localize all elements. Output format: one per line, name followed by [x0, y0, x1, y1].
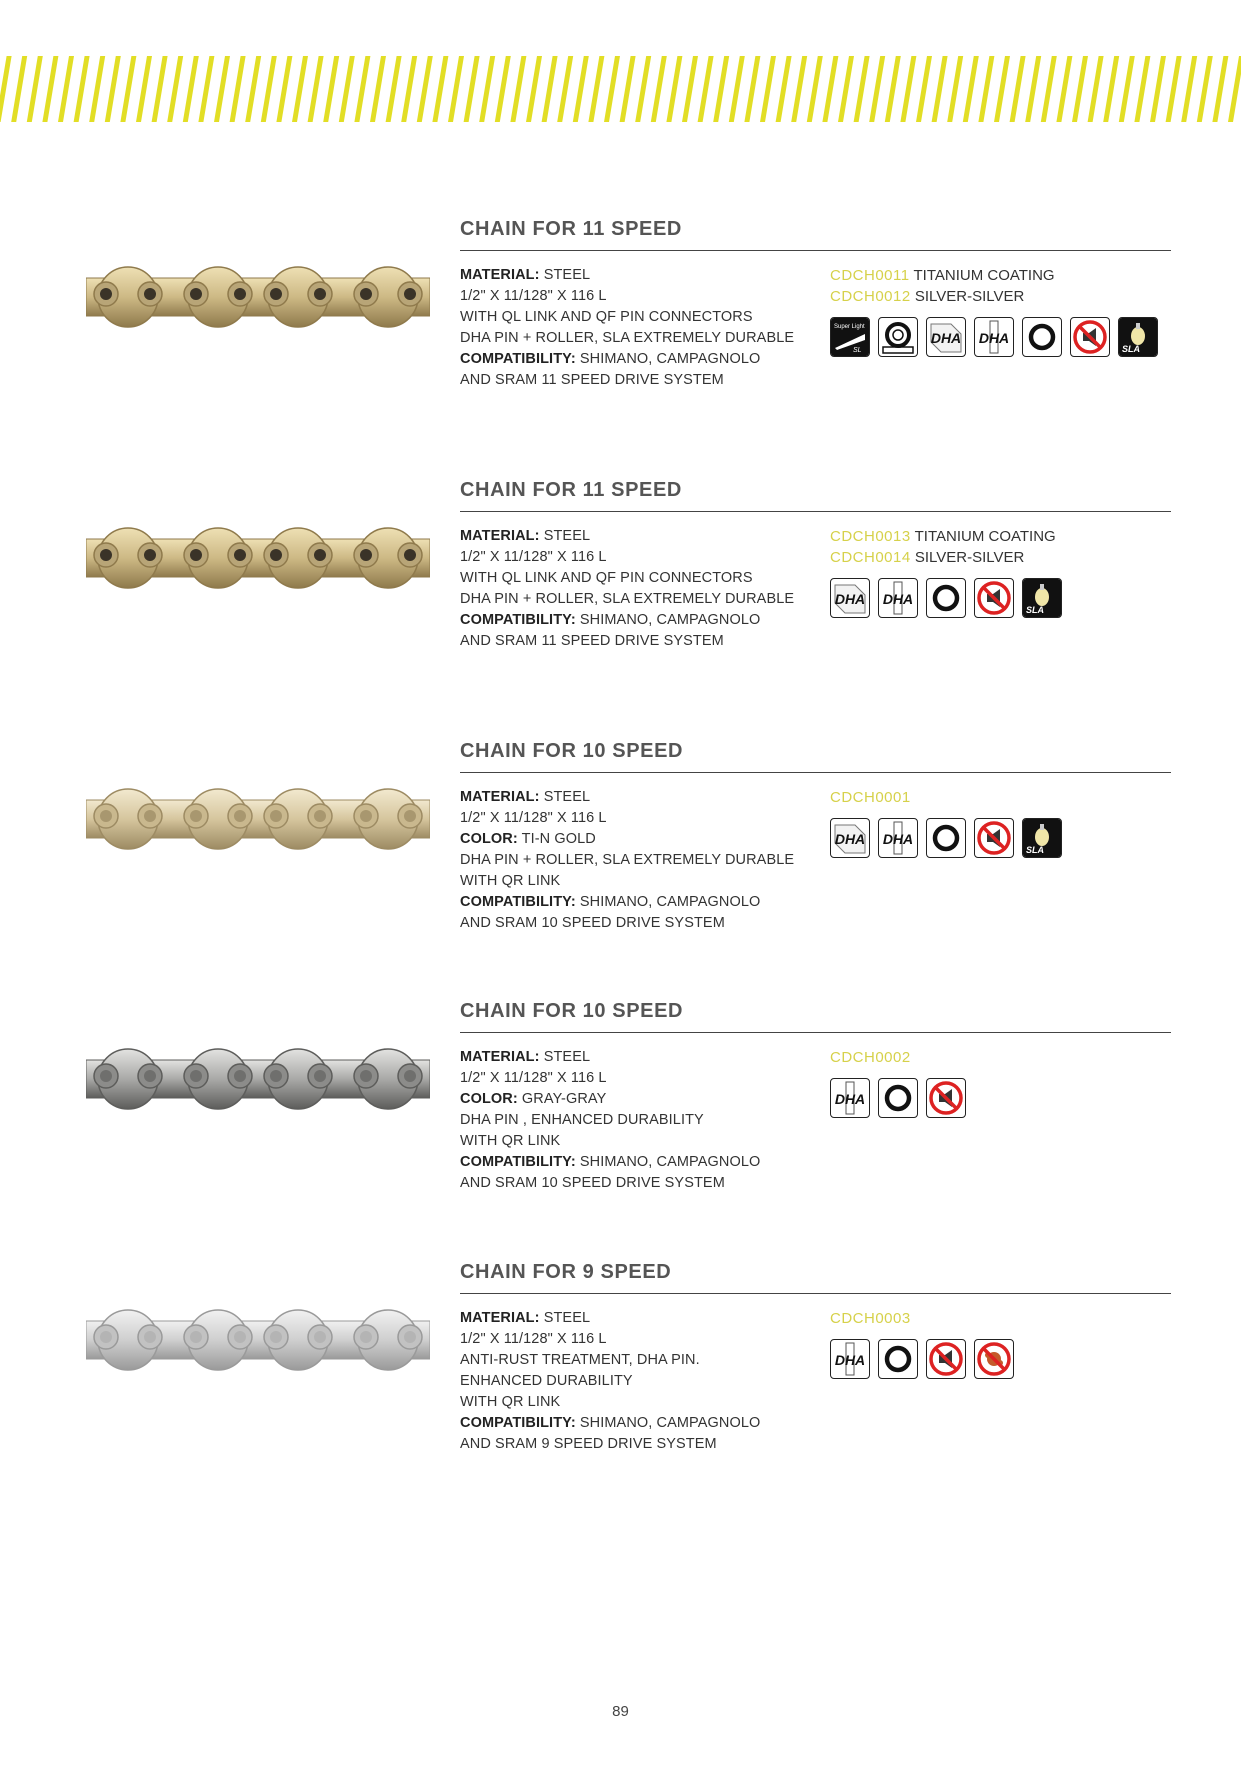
stripe — [417, 56, 433, 122]
spec-text: SHIMANO, CAMPAGNOLO — [575, 1154, 761, 1170]
stripe — [1103, 56, 1119, 122]
spec-line — [460, 1434, 800, 1455]
spec-list — [460, 787, 800, 934]
code-line — [830, 1308, 1190, 1329]
spec-text: AND SRAM 11 SPEED DRIVE SYSTEM — [460, 633, 724, 649]
stripe — [666, 56, 682, 122]
product-code: CDCH0013 — [830, 528, 911, 545]
product-title: CHAIN FOR 11 SPEED — [460, 218, 682, 240]
stripe — [573, 56, 589, 122]
stripe — [1041, 56, 1057, 122]
spec-list — [460, 526, 800, 652]
no-noise-icon — [974, 578, 1014, 618]
stripe — [557, 56, 573, 122]
spec-text: WITH QR LINK — [460, 873, 561, 889]
spec-line — [460, 808, 800, 829]
svg-text:DHA: DHA — [834, 831, 866, 847]
product-title: CHAIN FOR 9 SPEED — [460, 1261, 672, 1283]
spec-line — [460, 1308, 800, 1329]
spec-text: AND SRAM 10 SPEED DRIVE SYSTEM — [460, 1175, 725, 1191]
spec-line — [460, 1047, 800, 1068]
title-divider — [460, 772, 1171, 773]
feature-icons — [830, 1078, 966, 1122]
stripe — [495, 56, 511, 122]
stripe — [651, 56, 667, 122]
stripe — [542, 56, 558, 122]
spec-text: ENHANCED DURABILITY — [460, 1373, 633, 1389]
product-section — [0, 1000, 1241, 1230]
sla-icon — [1118, 317, 1158, 357]
stripe — [932, 56, 948, 122]
spec-text: WITH QL LINK AND QF PIN CONNECTORS — [460, 309, 753, 325]
spec-text: SHIMANO, CAMPAGNOLO — [575, 612, 761, 628]
product-codes — [830, 526, 1190, 568]
stripe — [1010, 56, 1026, 122]
spec-list — [460, 265, 800, 391]
stripe — [947, 56, 963, 122]
stripe — [604, 56, 620, 122]
product-variant: TITANIUM COATING — [914, 528, 1056, 545]
svg-text:DHA: DHA — [882, 831, 914, 847]
stripe — [261, 56, 277, 122]
spec-label: COMPATIBILITY: — [460, 894, 576, 910]
super-light-icon — [830, 317, 870, 357]
stripe — [588, 56, 604, 122]
dha-icon — [830, 578, 870, 618]
spec-text: SHIMANO, CAMPAGNOLO — [575, 351, 761, 367]
spec-line — [460, 1173, 800, 1194]
stripe — [1212, 56, 1228, 122]
spec-line — [460, 328, 800, 349]
spec-line — [460, 286, 800, 307]
code-line — [830, 265, 1190, 286]
spec-text: DHA PIN + ROLLER, SLA EXTREMELY DURABLE — [460, 330, 795, 346]
product-title: CHAIN FOR 10 SPEED — [460, 740, 684, 762]
feature-icons — [830, 578, 1062, 622]
stripe — [0, 56, 12, 122]
spec-label: COLOR: — [460, 831, 518, 847]
spec-text: 1/2" X 11/128" X 116 L — [460, 810, 607, 826]
title-divider — [460, 1293, 1171, 1294]
svg-text:DHA: DHA — [930, 330, 962, 346]
svg-text:SLA: SLA — [1026, 605, 1044, 615]
product-codes — [830, 787, 1190, 808]
bushingless-icon — [878, 317, 918, 357]
spec-line — [460, 610, 800, 631]
spec-text: STEEL — [539, 528, 591, 544]
stripe — [854, 56, 870, 122]
stripe — [42, 56, 58, 122]
svg-text:Super Light: Super Light — [834, 324, 865, 330]
svg-text:SLA: SLA — [1122, 344, 1140, 354]
stripe — [807, 56, 823, 122]
spec-line — [460, 631, 800, 652]
product-codes — [830, 1308, 1190, 1329]
product-variant: SILVER-SILVER — [914, 549, 1025, 566]
spec-line — [460, 1131, 800, 1152]
spec-text: WITH QR LINK — [460, 1133, 561, 1149]
spec-label: COMPATIBILITY: — [460, 1154, 576, 1170]
stripe — [620, 56, 636, 122]
stripe — [27, 56, 43, 122]
spec-text: ANTI-RUST TREATMENT, DHA PIN. — [460, 1352, 700, 1368]
stripe — [885, 56, 901, 122]
spec-line — [460, 1371, 800, 1392]
spec-line — [460, 370, 800, 391]
no-noise-icon — [926, 1078, 966, 1118]
spec-line — [460, 568, 800, 589]
stripe — [526, 56, 542, 122]
stripe — [1134, 56, 1150, 122]
stripe — [1119, 56, 1135, 122]
spec-text: AND SRAM 10 SPEED DRIVE SYSTEM — [460, 915, 725, 931]
stripe — [838, 56, 854, 122]
ring-icon — [1022, 317, 1062, 357]
ring-icon — [926, 818, 966, 858]
no-noise-icon — [926, 1339, 966, 1379]
spec-text: STEEL — [539, 267, 591, 283]
stripe — [386, 56, 402, 122]
stripe — [1166, 56, 1182, 122]
dha-pin-icon — [878, 578, 918, 618]
spec-label: MATERIAL: — [460, 267, 540, 283]
stripe — [432, 56, 448, 122]
stripe — [682, 56, 698, 122]
code-line — [830, 526, 1190, 547]
title-divider — [460, 511, 1171, 512]
stripe — [1150, 56, 1166, 122]
stripe — [167, 56, 183, 122]
spec-line — [460, 349, 800, 370]
stripe — [214, 56, 230, 122]
code-line — [830, 286, 1190, 307]
sla-icon — [1022, 578, 1062, 618]
stripe — [58, 56, 74, 122]
spec-list — [460, 1047, 800, 1194]
stripe — [276, 56, 292, 122]
stripe — [152, 56, 168, 122]
no-noise-icon — [974, 818, 1014, 858]
product-variant: TITANIUM COATING — [913, 267, 1055, 284]
stripe — [1197, 56, 1213, 122]
stripe — [401, 56, 417, 122]
spec-text: SHIMANO, CAMPAGNOLO — [575, 894, 761, 910]
spec-line — [460, 1392, 800, 1413]
stripe — [1025, 56, 1041, 122]
svg-text:SLA: SLA — [1026, 845, 1044, 855]
stripe — [900, 56, 916, 122]
product-code: CDCH0012 — [830, 288, 911, 305]
stripe — [89, 56, 105, 122]
product-title: CHAIN FOR 10 SPEED — [460, 1000, 684, 1022]
spec-text: 1/2" X 11/128" X 116 L — [460, 549, 607, 565]
stripe — [292, 56, 308, 122]
spec-text: AND SRAM 11 SPEED DRIVE SYSTEM — [460, 372, 724, 388]
spec-line — [460, 829, 800, 850]
svg-text:SL: SL — [853, 347, 862, 354]
spec-text: GRAY-GRAY — [517, 1091, 607, 1107]
spec-line — [460, 547, 800, 568]
chain-image — [86, 782, 430, 856]
spec-line — [460, 589, 800, 610]
stripe — [744, 56, 760, 122]
spec-line — [460, 913, 800, 934]
feature-icons — [830, 317, 1158, 361]
stripe — [105, 56, 121, 122]
spec-line — [460, 1068, 800, 1089]
spec-label: MATERIAL: — [460, 528, 540, 544]
stripe — [510, 56, 526, 122]
spec-text: 1/2" X 11/128" X 116 L — [460, 288, 607, 304]
product-code: CDCH0001 — [830, 789, 911, 806]
stripe — [635, 56, 651, 122]
spec-line — [460, 850, 800, 871]
stripe — [354, 56, 370, 122]
spec-label: MATERIAL: — [460, 1049, 540, 1065]
spec-line — [460, 1152, 800, 1173]
dha-icon — [830, 818, 870, 858]
no-rust-icon — [974, 1339, 1014, 1379]
feature-icons — [830, 818, 1062, 862]
spec-label: COMPATIBILITY: — [460, 1415, 576, 1431]
stripe — [994, 56, 1010, 122]
spec-text: WITH QL LINK AND QF PIN CONNECTORS — [460, 570, 753, 586]
chain-image — [86, 1303, 430, 1377]
title-divider — [460, 250, 1171, 251]
sla-icon — [1022, 818, 1062, 858]
stripe — [869, 56, 885, 122]
stripe — [1072, 56, 1088, 122]
spec-label: MATERIAL: — [460, 1310, 540, 1326]
feature-icons — [830, 1339, 1014, 1383]
page-number: 89 — [612, 1703, 629, 1720]
product-code: CDCH0002 — [830, 1049, 911, 1066]
spec-text: SHIMANO, CAMPAGNOLO — [575, 1415, 761, 1431]
product-codes — [830, 1047, 1190, 1068]
svg-text:DHA: DHA — [978, 330, 1010, 346]
stripe — [916, 56, 932, 122]
code-line — [830, 547, 1190, 568]
product-code: CDCH0014 — [830, 549, 911, 566]
spec-text: TI-N GOLD — [517, 831, 596, 847]
stripe — [74, 56, 90, 122]
ring-icon — [878, 1078, 918, 1118]
spec-text: AND SRAM 9 SPEED DRIVE SYSTEM — [460, 1436, 717, 1452]
stripe — [822, 56, 838, 122]
product-variant: SILVER-SILVER — [914, 288, 1025, 305]
product-section — [0, 218, 1241, 448]
stripe — [308, 56, 324, 122]
spec-line — [460, 871, 800, 892]
spec-label: MATERIAL: — [460, 789, 540, 805]
stripe — [1181, 56, 1197, 122]
stripe — [245, 56, 261, 122]
stripe — [136, 56, 152, 122]
product-section — [0, 740, 1241, 970]
spec-text: DHA PIN + ROLLER, SLA EXTREMELY DURABLE — [460, 852, 795, 868]
spec-text: DHA PIN + ROLLER, SLA EXTREMELY DURABLE — [460, 591, 795, 607]
spec-text: 1/2" X 11/128" X 116 L — [460, 1331, 607, 1347]
stripe — [776, 56, 792, 122]
stripe — [729, 56, 745, 122]
stripe — [1088, 56, 1104, 122]
spec-line — [460, 265, 800, 286]
spec-list — [460, 1308, 800, 1455]
product-code: CDCH0003 — [830, 1310, 911, 1327]
spec-label: COMPATIBILITY: — [460, 612, 576, 628]
code-line — [830, 787, 1190, 808]
dha-pin-icon — [830, 1078, 870, 1118]
svg-text:DHA: DHA — [834, 591, 866, 607]
product-section — [0, 479, 1241, 709]
spec-line — [460, 1089, 800, 1110]
spec-line — [460, 1350, 800, 1371]
stripe — [448, 56, 464, 122]
chain-image — [86, 260, 430, 334]
stripe — [1228, 56, 1241, 122]
stripe — [339, 56, 355, 122]
product-code: CDCH0011 — [830, 267, 910, 284]
spec-text: STEEL — [539, 789, 591, 805]
product-codes — [830, 265, 1190, 307]
spec-text: STEEL — [539, 1049, 591, 1065]
stripe — [1056, 56, 1072, 122]
spec-line — [460, 1329, 800, 1350]
stripe — [323, 56, 339, 122]
stripe — [760, 56, 776, 122]
chain-image — [86, 521, 430, 595]
stripe — [370, 56, 386, 122]
spec-text: DHA PIN , ENHANCED DURABILITY — [460, 1112, 704, 1128]
stripe — [963, 56, 979, 122]
spec-line — [460, 1110, 800, 1131]
svg-text:DHA: DHA — [834, 1091, 866, 1107]
stripe — [791, 56, 807, 122]
spec-line — [460, 787, 800, 808]
stripe — [698, 56, 714, 122]
stripe — [978, 56, 994, 122]
stripe — [120, 56, 136, 122]
svg-text:DHA: DHA — [882, 591, 914, 607]
stripe — [230, 56, 246, 122]
code-line — [830, 1047, 1190, 1068]
svg-text:DHA: DHA — [834, 1352, 866, 1368]
stripe — [713, 56, 729, 122]
dha-pin-icon — [878, 818, 918, 858]
chain-image — [86, 1042, 430, 1116]
ring-icon — [926, 578, 966, 618]
spec-line — [460, 892, 800, 913]
stripe — [183, 56, 199, 122]
stripe — [198, 56, 214, 122]
dha-pin-icon — [974, 317, 1014, 357]
stripe — [464, 56, 480, 122]
spec-line — [460, 1413, 800, 1434]
spec-text: STEEL — [539, 1310, 591, 1326]
spec-text: WITH QR LINK — [460, 1394, 561, 1410]
product-title: CHAIN FOR 11 SPEED — [460, 479, 682, 501]
product-section — [0, 1261, 1241, 1491]
spec-line — [460, 526, 800, 547]
stripe — [11, 56, 27, 122]
header-stripes — [0, 56, 1241, 122]
stripe — [479, 56, 495, 122]
ring-icon — [878, 1339, 918, 1379]
no-noise-icon — [1070, 317, 1110, 357]
spec-text: 1/2" X 11/128" X 116 L — [460, 1070, 607, 1086]
spec-label: COMPATIBILITY: — [460, 351, 576, 367]
spec-label: COLOR: — [460, 1091, 518, 1107]
dha-icon — [926, 317, 966, 357]
dha-pin-icon — [830, 1339, 870, 1379]
title-divider — [460, 1032, 1171, 1033]
spec-line — [460, 307, 800, 328]
